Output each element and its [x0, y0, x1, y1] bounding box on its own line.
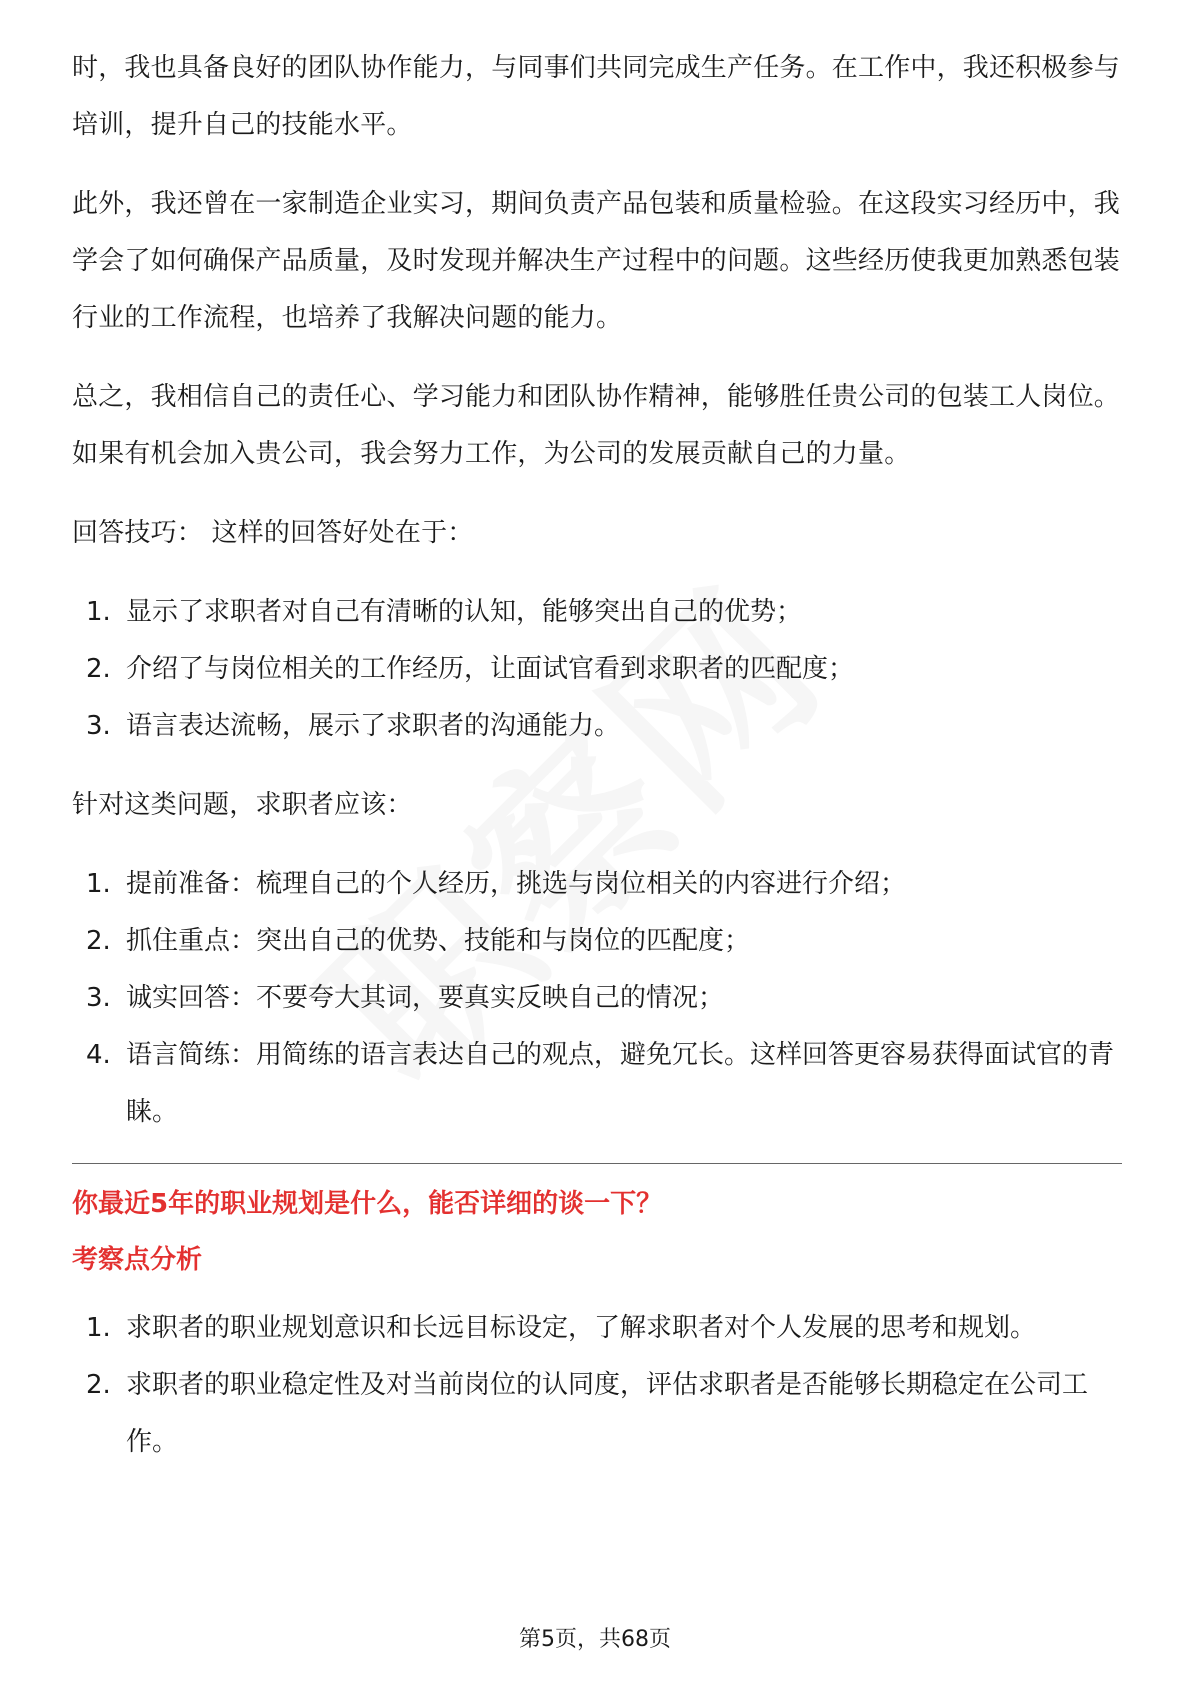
- tips-list: [72, 584, 1122, 755]
- list-item: [72, 856, 1122, 913]
- list-item: [72, 584, 1122, 641]
- list-item: [72, 970, 1122, 1027]
- document-body: [72, 40, 1122, 1493]
- section-divider: [72, 1163, 1122, 1164]
- list-number: 1.: [86, 869, 111, 899]
- list-item-text: 诚实回答：不要夸大其词，要真实反映自己的情况；: [126, 983, 725, 1013]
- list-item-text: 求职者的职业稳定性及对当前岗位的认同度，评估求职者是否能够长期稳定在公司工作。: [126, 1370, 1089, 1457]
- list-number: 2.: [86, 1370, 111, 1400]
- list-item-text: 语言简练：用简练的语言表达自己的观点，避免冗长。这样回答更容易获得面试官的青睐。: [126, 1040, 1115, 1127]
- paragraph: 总之，我相信自己的责任心、学习能力和团队协作精神，能够胜任贵公司的包装工人岗位。如果有机会加入贵公司，我会努力工作，为公司的发展贡献自己的力量。: [72, 382, 1121, 469]
- list-item-text: 介绍了与岗位相关的工作经历，让面试官看到求职者的匹配度；: [126, 654, 855, 684]
- page-footer: 第5页，共68页: [519, 1627, 671, 1652]
- list-number: 2.: [86, 926, 111, 956]
- analysis-list: [72, 1300, 1122, 1471]
- list-number: 1.: [86, 597, 111, 627]
- list-number: 1.: [86, 1313, 111, 1343]
- advice-list: [72, 856, 1122, 1141]
- list-item: [72, 641, 1122, 698]
- advice-intro: 针对这类问题，求职者应该：: [72, 790, 413, 820]
- list-item: [72, 1357, 1122, 1471]
- question-heading: 你最近5年的职业规划是什么，能否详细的谈一下？: [72, 1189, 663, 1219]
- list-item-text: 求职者的职业规划意识和长远目标设定，了解求职者对个人发展的思考和规划。: [126, 1313, 1037, 1343]
- list-number: 4.: [86, 1040, 111, 1070]
- list-number: 3.: [86, 983, 111, 1013]
- analysis-heading: 考察点分析: [72, 1245, 203, 1275]
- list-item-text: 显示了求职者对自己有清晰的认知，能够突出自己的优势；: [126, 597, 803, 627]
- list-item: [72, 1027, 1122, 1141]
- list-number: 3.: [86, 711, 111, 741]
- list-item-text: 抓住重点：突出自己的优势、技能和与岗位的匹配度；: [126, 926, 751, 956]
- list-item-text: 语言表达流畅，展示了求职者的沟通能力。: [126, 711, 621, 741]
- list-item-text: 提前准备：梳理自己的个人经历，挑选与岗位相关的内容进行介绍；: [126, 869, 907, 899]
- list-item: [72, 698, 1122, 755]
- list-number: 2.: [86, 654, 111, 684]
- list-item: [72, 913, 1122, 970]
- paragraph: 时，我也具备良好的团队协作能力，与同事们共同完成生产任务。在工作中，我还积极参与培训，提升自己的技能水平。: [72, 53, 1121, 140]
- tips-intro: 回答技巧： 这样的回答好处在于：: [72, 518, 474, 548]
- list-item: [72, 1300, 1122, 1357]
- paragraph: 此外，我还曾在一家制造企业实习，期间负责产品包装和质量检验。在这段实习经历中，我学会了如何确保产品质量，及时发现并解决生产过程中的问题。这些经历使我更加熟悉包装行业的工作流程，也培养了我解决问题的能力。: [72, 189, 1121, 333]
